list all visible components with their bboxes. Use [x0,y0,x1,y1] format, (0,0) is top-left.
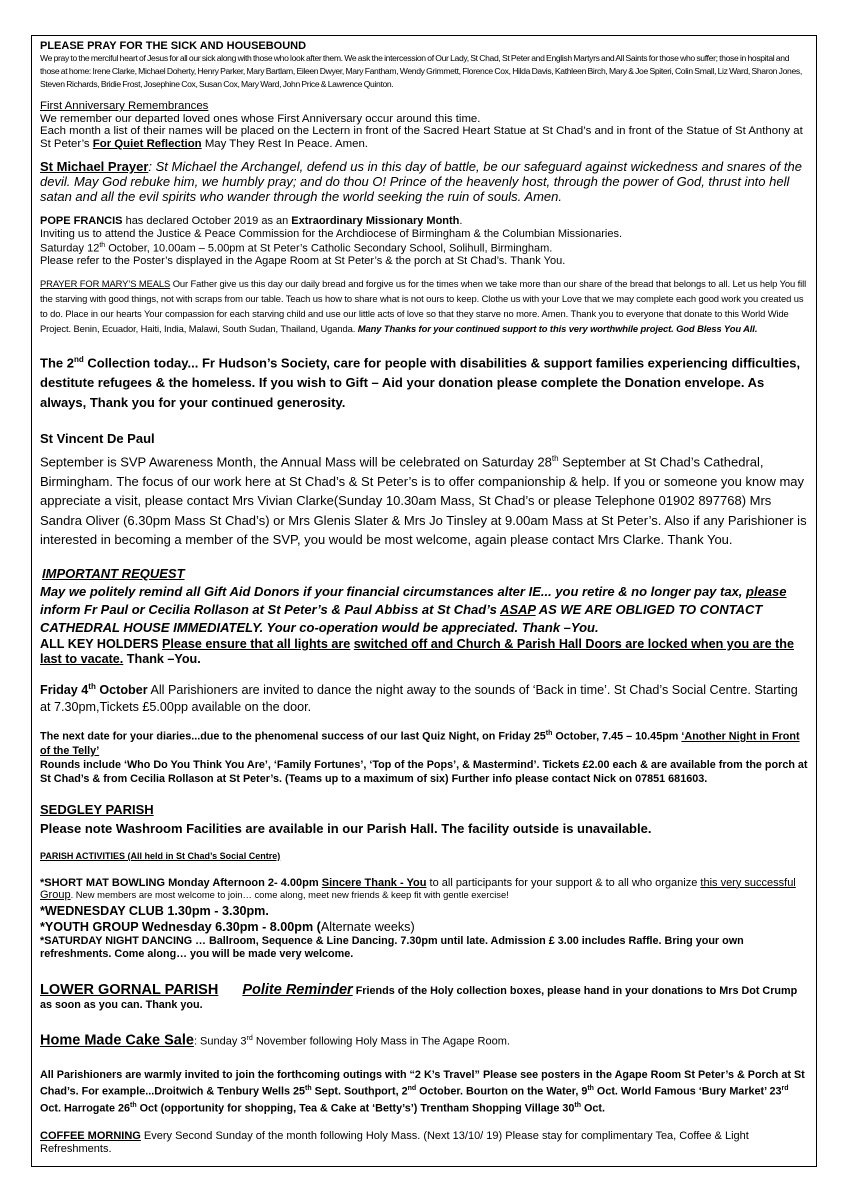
newsletter-page [31,35,817,1167]
sedgley-heading: SEDGLEY PARISH [40,801,154,817]
coffee-notice: COFFEE MORNING Every Second Sunday of the month following Holy Mass. (Next 13/10/ 19) Please stay for complimentary Tea, Coffee & Light Refreshments. [40,1130,749,1155]
dance-section [40,678,809,716]
collection-section [40,350,809,413]
svp-heading: St Vincent De Paul [40,430,155,446]
collection-notice: The 2nd Collection today... Fr Hudson’s Society, care for people with disabilities & support families experiencing difficulties, destitute refugees & the homeless. If you wish to Gift – Aid your donation please complete the Donation envelope. As always, Thank you for your continued generosity. [40,354,801,410]
cake-notice: Home Made Cake Sale: Sunday 3rd November following Holy Mass in The Agape Room. [40,1033,510,1050]
pope-line4: Please refer to the Poster’s displayed in the Agape Room at St Peter’s & the porch at St Chad’s. Thank You. [40,255,566,268]
anniversary-heading: First Anniversary Remembrances [40,100,209,112]
outings-notice: All Parishioners are warmly invited to join the forthcoming outings with “2 K’s Travel” Please see posters in the Agape Room St Peter’s & Porch at St Chad’s. For example...Droitwich & Tenbury Wells 25th Sept. Southport, 2nd October. Bourton on the Water, 9th Oct. World Famous ‘Bury Market’ 23rd Oct. Harrogate 26th Oct (opportunity for shopping, Tea & Cake at ‘Betty’s’) Trentham Shopping Village 30th Oct. [40,1069,805,1115]
anniversary-section [40,100,809,150]
activities-heading: PARISH ACTIVITIES (All held in St Chad’s Social Centre) [40,850,281,861]
michael-prayer: St Michael Prayer: St Michael the Archangel, defend us in this day of battle, be our safeguard against wickedness and snares of the devil. May God rebuke him, we humbly pray; and do thou O! Prince of the heavenly host, through the power of God, thrust into hell satan and all the evil spirits who wander through the world seeking the ruin of souls. Amen. [40,159,802,204]
keys-section [40,637,809,667]
sick-heading: PLEASE PRAY FOR THE SICK AND HOUSEBOUND [40,40,307,52]
cake-section [40,1031,809,1050]
quiz-line1: The next date for your diaries...due to the phenomenal success of our last Quiz Night, on Friday 25th October, 7.45 – 10.45pm ‘Another Night in Front of the Telly’ [40,730,800,757]
quiz-section [40,727,809,786]
request-body: May we politely remind all Gift Aid Donors if your financial circumstances alter IE... you retire & no longer pay tax, please inform Fr Paul or Cecilia Rollason at St Peter’s & Paul Abbiss at St Chad’s ASAP AS WE ARE OBLIGED TO CONTACT CATHEDRAL HOUSE IMMEDIATELY. Your co-operation would be appreciated. Thank –You. [40,583,787,635]
svp-body: September is SVP Awareness Month, the Annual Mass will be celebrated on Saturday 28th September at St Chad’s Cathedral, Birmingham. The focus of our work here at St Chad’s & St Peter’s is to offer companionship & help. If you or someone you know may appreciate a visit, please contact Mrs Vivian Clarke(Sunday 10.30am Mass, St Chad’s or please Telephone 01902 897768) Mrs Sandra Oliver (6.30pm Mass St Chad’s) or Mrs Glenis Slater & Mrs Jo Tinsley at 9.00am Mass at St Peter’s. Also if any Parishioner is interested in becoming a member of the SVP, you would be most welcome, again please contact Mrs Clarke. Thank You. [40,453,807,548]
sedgley-body: Please note Washroom Facilities are available in our Parish Hall. The facility outside is unavailable. [40,820,652,836]
saturday-dancing: *SATURDAY NIGHT DANCING … Ballroom, Sequence & Line Dancing. 7.30pm until late. Admission £ 3.00 includes Raffle. Bring your own refreshments. Come along… you will be made very welcome. [40,935,744,961]
keys-notice: ALL KEY HOLDERS Please ensure that all lights are switched off and Church & Parish Hall Doors are locked when you are the last to vacate. Thank –You. [40,636,794,666]
wednesday-club: *WEDNESDAY CLUB 1.30pm - 3.30pm. [40,904,269,919]
sick-body: We pray to the merciful heart of Jesus for all our sick along with those who look after them. We ask the intercession of Our Lady, St Chad, St Peter and English Martyrs and All Saints for those who suffer; those in hospital and those at home: Irene Clarke, Michael Doherty, Henry Parker, Mary Bartlam, Eileen Dwyer, Mary Fantham, Wendy Grimmett, Florence Cox, Hilda Davis, Kathleen Birch, Mary & Joe Spiteri, Colin Small, Liz Ward, Sharon Jones, Steven Richards, Bridie Frost, Josephine Cox, Susan Cox, Mary Ward, John Price & Lawrence Quinton. [40,53,802,89]
request-heading: IMPORTANT REQUEST [42,565,185,581]
coffee-section [40,1130,809,1155]
gornal-notice: LOWER GORNAL PARISH Polite Reminder Friends of the Holy collection boxes, please hand in your donations to Mrs Dot Crump as soon as you can. Thank you. [40,982,798,1012]
pope-line2: Inviting us to attend the Justice & Peace Commission for the Archdiocese of Birmingham & the Columbian Missionaries. [40,227,623,240]
bowling-notice: *SHORT MAT BOWLING Monday Afternoon 2- 4.00pm Sincere Thank - You to all participants for your support & to all who organize this very successful Group. New members are most welcome to join… come along, meet new friends & keep fit with gentle exercise! [40,876,796,902]
request-section [40,565,809,637]
anniversary-line2: Each month a list of their names will be placed on the Lectern in front of the Sacred Heart Statue at St Chad’s and in front of the Statue of St Anthony at St Peter’s For Quiet Reflection May They Rest In Peace. Amen. [40,125,803,150]
outings-section [40,1069,809,1115]
pope-section [40,215,809,268]
sick-section [40,40,809,91]
quiz-line2: Rounds include ‘Who Do You Think You Are’, ‘Family Fortunes’, ‘Top of the Pops’, & Mastermind’. Tickets £2.00 each & are available from the porch at St Chad’s & from Cecilia Rollason at St Peter’s. (Teams up to a maximum of six) Further info please contact Nick on 07851 681603. [40,758,808,785]
pope-line1: POPE FRANCIS has declared October 2019 as an Extraordinary Missionary Month. [40,215,463,227]
gornal-section [40,983,809,1012]
dance-notice: Friday 4th October All Parishioners are invited to dance the night away to the sounds of ‘Back in time’. St Chad’s Social Centre. Starting at 7.30pm,Tickets £5.00pp available on the door. [40,681,798,715]
svp-section [40,429,809,550]
sedgley-section [40,800,809,838]
anniversary-line1: We remember our departed loved ones whose First Anniversary occur around this time. [40,112,481,125]
meals-section [40,276,809,336]
meals-prayer: PRAYER FOR MARY’S MEALS Our Father give us this day our daily bread and forgive us for the times when we take more than our share of the bread that belongs to all. Let us help You fill the starving with good things, not with scraps from our table. Teach us how to share what is not ours to keep. Clothe us with your Love that we may complete each good work you created us to do. Place in our hearts Your compassion for each starving child and use our little acts of love so that they starve no more. Amen. Thank you to everyone that donate to this World Wide Project. Benin, Ecuador, Haiti, India, Malawi, South Sudan, Thailand, Uganda. Many Thanks for your continued support to this very worthwhile project. God Bless You All. [40,277,807,334]
activities-section [40,850,809,962]
michael-section [40,159,809,204]
pope-line3: Saturday 12th October, 10.00am – 5.00pm at St Peter’s Catholic Secondary School, Solihull, Birmingham. [40,242,553,255]
youth-group: *YOUTH GROUP Wednesday 6.30pm - 8.00pm (Alternate weeks) [40,920,415,935]
